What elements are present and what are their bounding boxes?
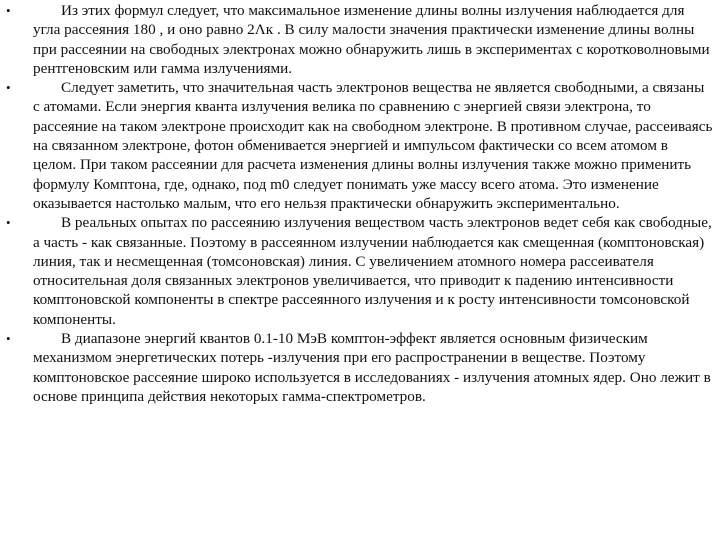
paragraph-1: Из этих формул следует, что максимальное изменение длины волны излучения наблюдается для угла рассеяния 180 , и оно равно 2Λк . В силу малости значения практически изменение длины волны при рассеянии на свободных электронах можно обнаружить лишь в экспериментах с коротковолновыми рентгеновским или гамма излучениями. — [33, 2, 710, 77]
list-item-4 — [6, 329, 714, 406]
paragraph-3: В реальных опытах по рассеянию излучения веществом часть электронов ведет себя как свободные, а часть - как связанные. Поэтому в рассеянном излучении наблюдается как смещенная (комптоновская) линия, так и несмещенная (томсоновская) линия. С увеличением атомного номера рассеивателя относительная доля связанных электронов увеличивается, что приводит к падению интенсивности комптоновской компоненты в спектре рассеянного излучения и к росту интенсивности томсоновской компоненты. — [33, 214, 712, 328]
list-item-2 — [6, 78, 714, 213]
list-item-3 — [6, 213, 714, 329]
list-item-1 — [6, 1, 714, 78]
paragraph-2: Следует заметить, что значительная часть электронов вещества не является свободными, а связаны с атомами. Если энергия кванта излучения велика по сравнению с энергией связи электрона, то рассеяние на таком электроне происходит как на свободном электроне. В противном случае, рассеиваясь на связанном электроне, фотон обменивается энергией и импульсом фактически со всем атомом в целом. При таком рассеянии для расчета изменения длины волны излучения также можно применить формулу Комптона, где, однако, под m0 следует понимать уже массу всего атома. Это изменение оказывается настолько малым, что его нельзя практически обнаружить экспериментально. — [33, 79, 713, 212]
bullet-icon: • — [6, 3, 11, 18]
bullet-icon: • — [6, 80, 11, 96]
paragraph-text — [33, 1, 714, 78]
bullet-list — [6, 1, 714, 406]
paragraph-4: В диапазоне энергий квантов 0.1-10 МэВ комптон-эффект является основным физическим механизмом энергетических потерь -излучения при его распространении в веществе. Поэтому комптоновское рассеяние широко используется в исследованиях - излучения атомных ядер. Оно лежит в основе принципа действия некоторых гамма-спектрометров. — [33, 330, 711, 405]
paragraph-text — [33, 78, 714, 213]
bullet-icon: • — [6, 331, 11, 347]
paragraph-text — [33, 213, 714, 329]
bullet-icon: • — [6, 215, 11, 231]
paragraph-text — [33, 329, 714, 406]
